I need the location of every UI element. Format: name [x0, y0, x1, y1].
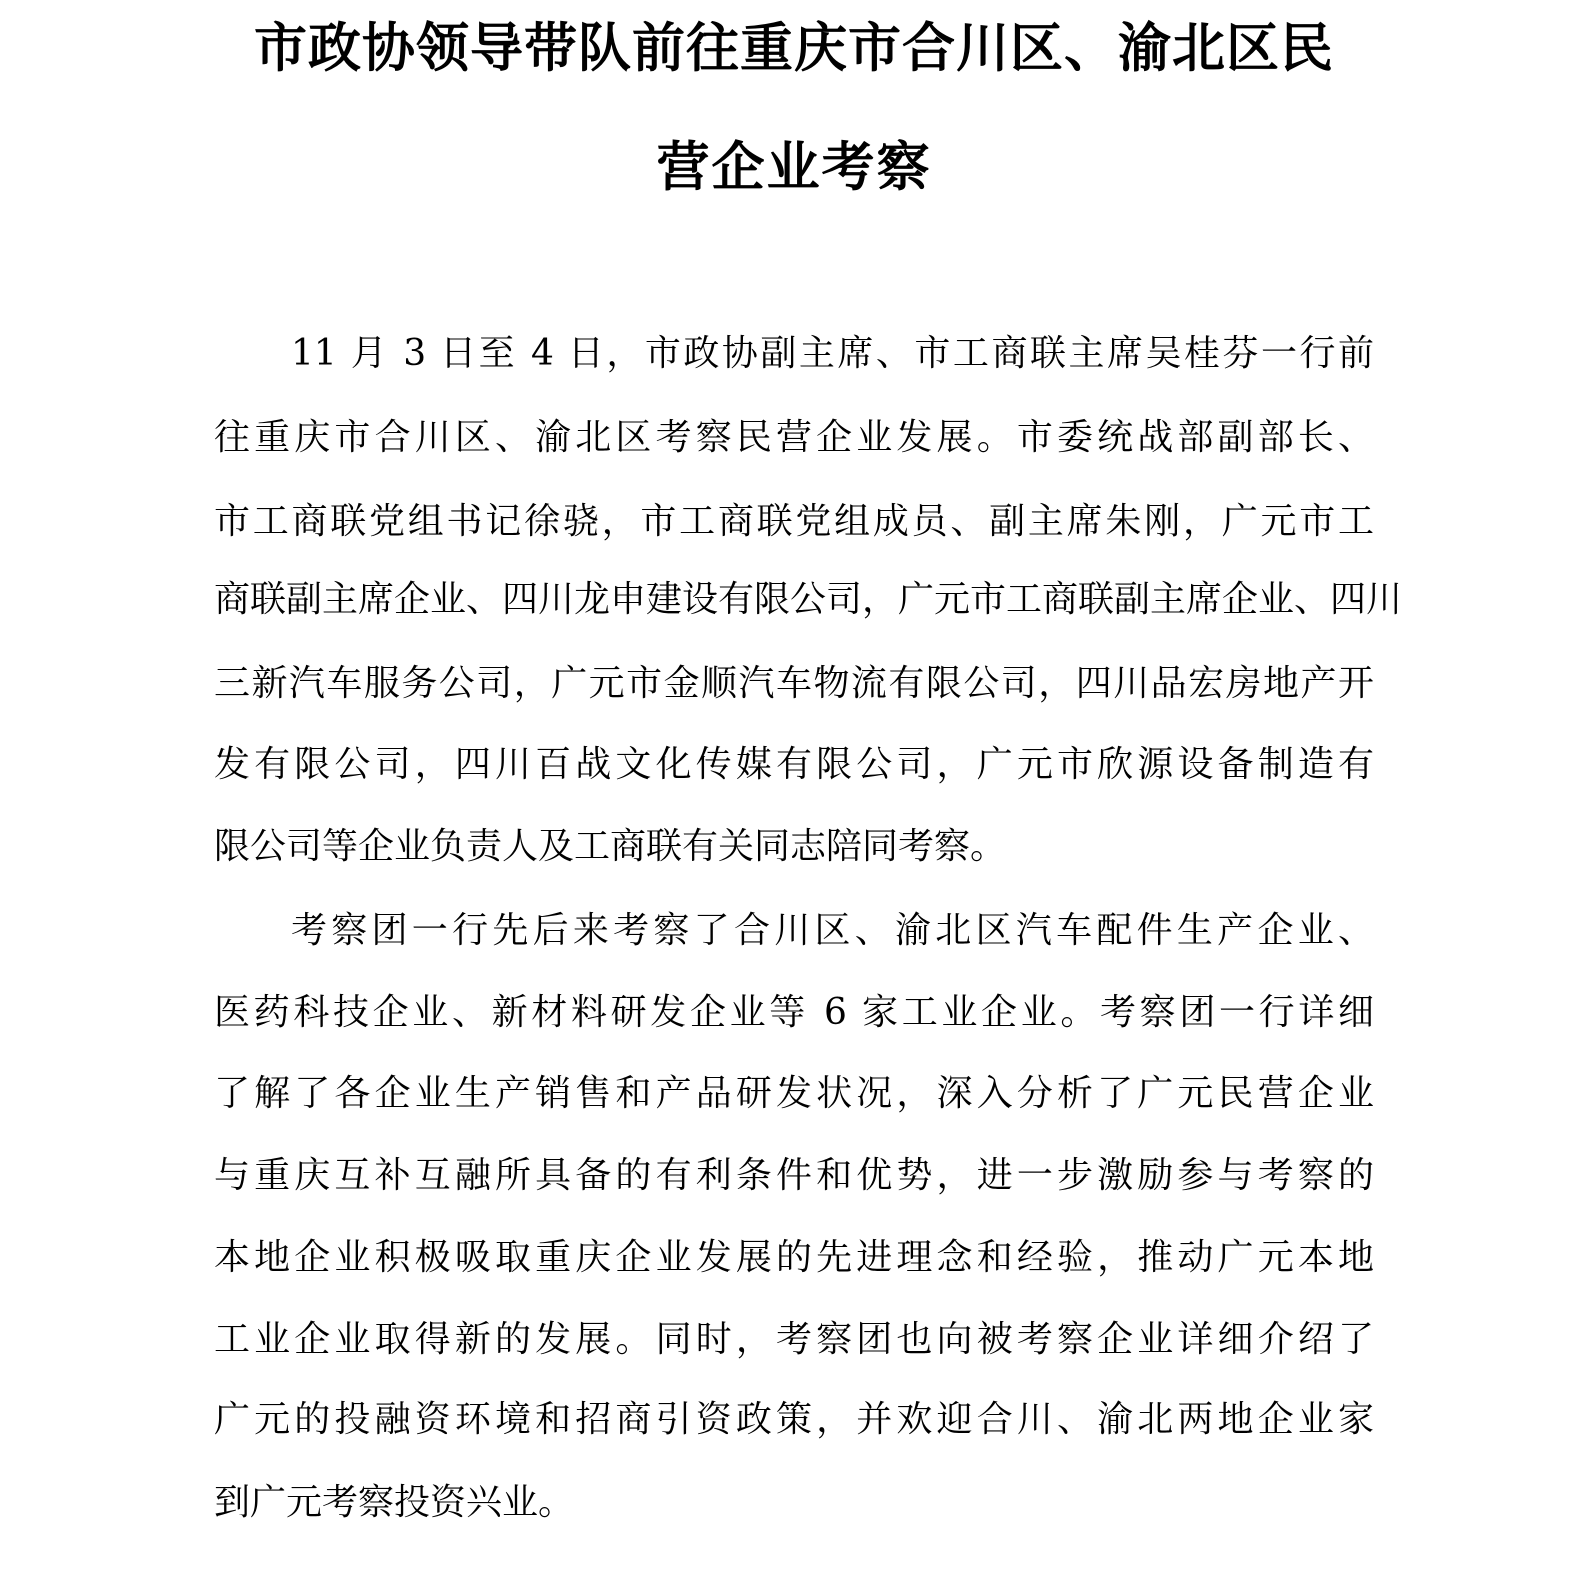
paragraph-1-line-7: 限公司等企业负责人及工商联有关同志陪同考察。: [214, 826, 1007, 867]
document-title-line-1: 市政协领导带队前往重庆市合川区、渝北区民: [254, 17, 1334, 79]
paragraph-1-line-4: 商联副主席企业、四川龙申建设有限公司，广元市工商联副主席企业、四川: [214, 579, 1403, 620]
paragraph-1-line-2: 往重庆市合川区、渝北区考察民营企业发展。市委统战部副部长、: [214, 417, 1374, 458]
paragraph-2-line-3: 了解了各企业生产销售和产品研发状况，深入分析了广元民营企业: [214, 1073, 1374, 1114]
paragraph-2-line-6: 工业企业取得新的发展。同时，考察团也向被考察企业详细介绍了: [214, 1319, 1374, 1360]
paragraph-2-line-1: 考察团一行先后来考察了合川区、渝北区汽车配件生产企业、: [291, 910, 1374, 951]
paragraph-2-line-7: 广元的投融资环境和招商引资政策，并欢迎合川、渝北两地企业家: [214, 1399, 1374, 1440]
paragraph-1-line-1: 11 月 3 日至 4 日，市政协副主席、市工商联主席吴桂芬一行前: [291, 333, 1374, 374]
paragraph-1-line-5: 三新汽车服务公司，广元市金顺汽车物流有限公司，四川品宏房地产开: [214, 663, 1374, 704]
document-title-line-2: 营企业考察: [656, 136, 932, 198]
paragraph-2-line-8: 到广元考察投资兴业。: [214, 1482, 575, 1523]
paragraph-2-line-2: 医药科技企业、新材料研发企业等 6 家工业企业。考察团一行详细: [214, 992, 1374, 1033]
paragraph-1-line-3: 市工商联党组书记徐骁，市工商联党组成员、副主席朱刚，广元市工: [214, 501, 1374, 542]
paragraph-2-line-4: 与重庆互补互融所具备的有利条件和优势，进一步激励参与考察的: [214, 1155, 1374, 1196]
paragraph-2-line-5: 本地企业积极吸取重庆企业发展的先进理念和经验，推动广元本地: [214, 1237, 1374, 1278]
paragraph-1-line-6: 发有限公司，四川百战文化传媒有限公司，广元市欣源设备制造有: [214, 744, 1374, 785]
